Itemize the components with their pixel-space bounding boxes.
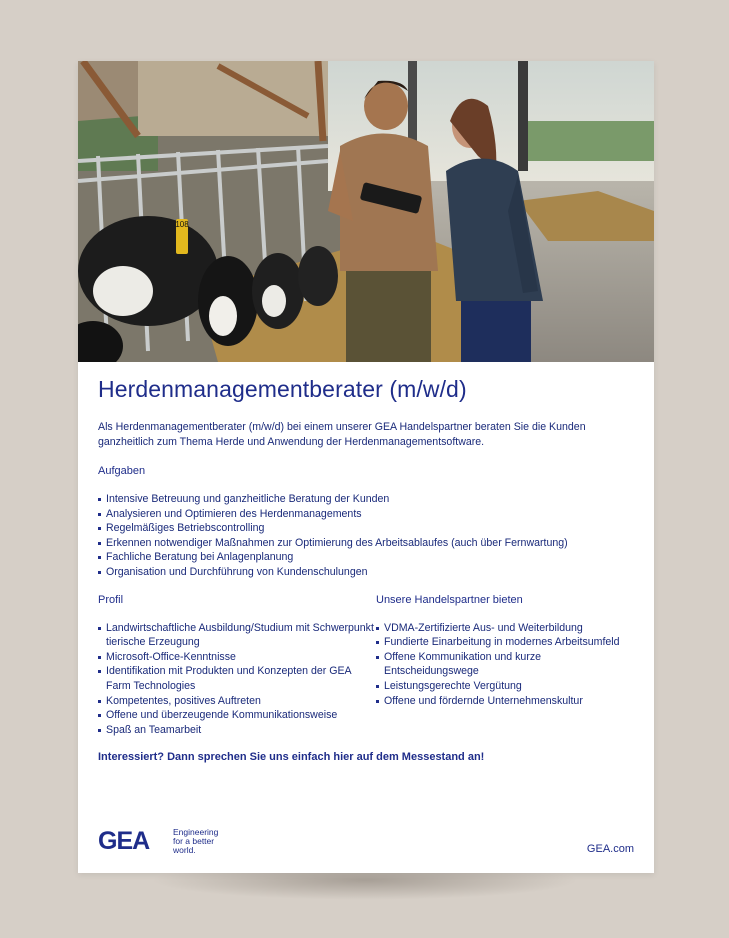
list-item: Offene Kommunikation und kurze Entscheidungswege xyxy=(376,650,638,679)
list-item: Kompetentes, positives Auftreten xyxy=(98,694,376,709)
list-item: Regelmäßiges Betriebscontrolling xyxy=(98,521,638,536)
job-intro: Als Herdenmanagementberater (m/w/d) bei einem unserer GEA Handelspartner beraten Sie die Kunden ganzheitlich zum Thema Herde und Anwendung der Herdenmanagementsoftware. xyxy=(98,421,586,448)
tagline-line: world. xyxy=(173,845,196,855)
call-to-action: Interessiert? Dann sprechen Sie uns einfach hier auf dem Messestand an! xyxy=(98,751,485,764)
list-item: Analysieren und Optimieren des Herdenmanagements xyxy=(98,507,638,522)
profile-column xyxy=(98,594,376,738)
website-link[interactable]: GEA.com xyxy=(586,843,634,855)
list-item: VDMA-Zertifizierte Aus- und Weiterbildung xyxy=(376,621,638,636)
list-item: Intensive Betreuung und ganzheitliche Beratung der Kunden xyxy=(98,492,638,507)
tagline-line: for a better xyxy=(173,836,215,846)
job-flyer xyxy=(78,61,654,873)
list-item: Offene und fördernde Unternehmenskultur xyxy=(376,694,638,709)
list-item: Fachliche Beratung bei Anlagenplanung xyxy=(98,550,638,565)
job-title: Herdenmanagementberater (m/w/d) xyxy=(98,376,467,402)
tasks-heading: Aufgaben xyxy=(98,465,146,477)
list-item: Landwirtschaftliche Ausbildung/Studium mit Schwerpunkt tierische Erzeugung xyxy=(98,621,376,650)
tagline-line: Engineering xyxy=(173,827,219,837)
list-item: Fundierte Einarbeitung in modernes Arbeitsumfeld xyxy=(376,635,638,650)
gea-logo xyxy=(98,827,168,853)
gea-tagline xyxy=(173,828,218,855)
list-item: Identifikation mit Produkten und Konzepten der GEA Farm Technologies xyxy=(98,664,376,693)
barn-scene-image xyxy=(78,61,654,362)
list-item: Organisation und Durchführung von Kundenschulungen xyxy=(98,565,638,580)
partners-column xyxy=(376,594,638,738)
gea-logo-text: GEA xyxy=(98,827,150,853)
list-item: Leistungsgerechte Vergütung xyxy=(376,679,638,694)
list-item: Offene und überzeugende Kommunikationsweise xyxy=(98,708,376,723)
partners-heading: Unsere Handelspartner bieten xyxy=(376,593,523,606)
flyer-content xyxy=(98,376,638,763)
ear-tag-number: 108 xyxy=(175,220,189,229)
profile-heading: Profil xyxy=(98,593,124,606)
list-item: Microsoft-Office-Kenntnisse xyxy=(98,650,376,665)
flyer-footer xyxy=(98,827,634,857)
profile-list xyxy=(98,621,376,738)
list-item: Spaß an Teamarbeit xyxy=(98,723,376,738)
header-photo xyxy=(78,61,654,362)
partners-list xyxy=(376,621,638,709)
list-item: Erkennen notwendiger Maßnahmen zur Optimierung des Arbeitsablaufes (auch über Fernwartung) xyxy=(98,536,638,551)
two-column-section xyxy=(98,594,638,738)
tasks-list xyxy=(98,492,638,580)
